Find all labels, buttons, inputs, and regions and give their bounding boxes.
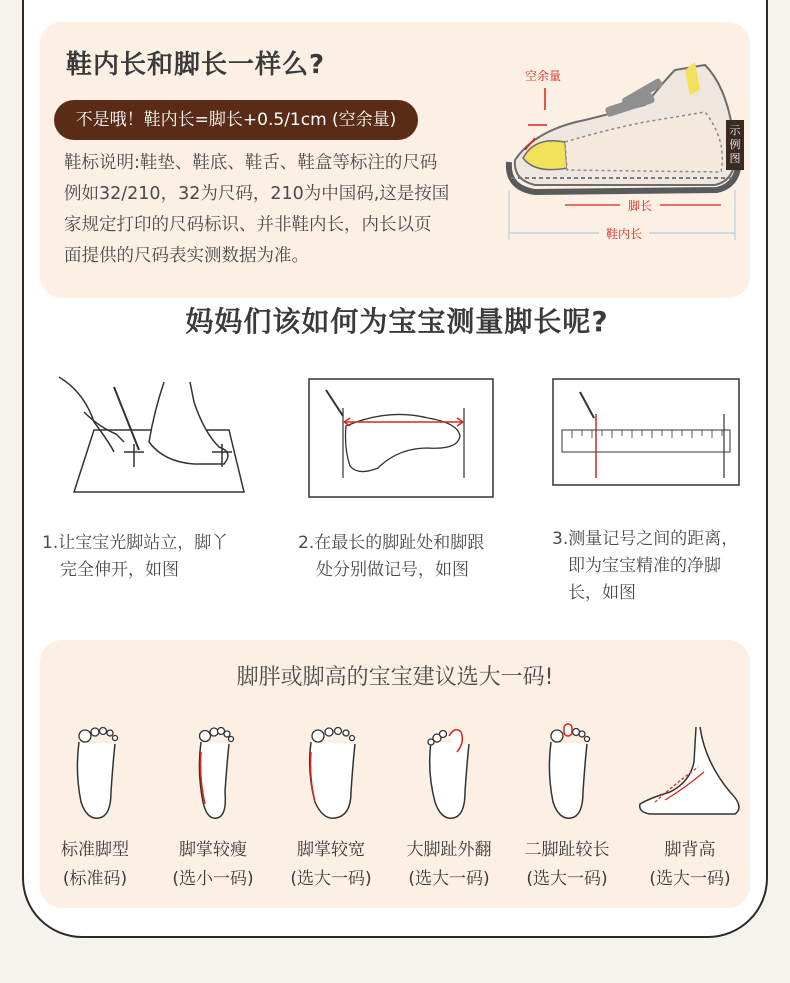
bunion-foot-icon [419, 722, 479, 822]
foot-type-advice: (选大一码) [408, 869, 490, 889]
foot-type-item [276, 722, 386, 894]
step-line: 长，如图 [568, 583, 636, 603]
foot-type-name: 脚背高 [664, 840, 716, 860]
step-line: 即为宝宝精准的净脚 [568, 556, 721, 576]
section2-title: 妈妈们该如何为宝宝测量脚长呢? [185, 305, 609, 338]
foot-type-item [40, 722, 150, 894]
foot-type-name: 脚掌较宽 [297, 840, 365, 860]
standard-foot-icon [65, 722, 125, 822]
label-inner-length: 鞋内长 [605, 227, 643, 241]
step-line: 2.在最长的脚趾处和脚跟 [298, 533, 485, 553]
size-label-description [64, 148, 474, 272]
step-line: 3.测量记号之间的距离， [552, 529, 739, 549]
foot-type-name: 脚掌较瘦 [179, 840, 247, 860]
step-line: 完全伸开，如图 [60, 560, 179, 580]
foot-type-advice: (选大一码) [290, 869, 372, 889]
foot-type-item [394, 722, 504, 894]
step3-illustration [552, 378, 740, 486]
section3-title: 脚胖或脚高的宝宝建议选大一码! [236, 665, 554, 690]
foot-type-item [630, 722, 750, 894]
step-line: 处分别做记号，如图 [316, 560, 469, 580]
shoe-cross-section-diagram [495, 50, 745, 250]
foot-type-name: 二脚趾较长 [524, 840, 610, 860]
formula-pill: 不是哦！鞋内长=脚长+0.5/1cm (空余量) [54, 100, 418, 140]
description-line: 面提供的尺码表实测数据为准。 [64, 246, 309, 266]
foot-type-item [158, 722, 268, 894]
section1-title: 鞋内长和脚长一样么? [66, 50, 326, 80]
high-instep-icon [630, 722, 750, 822]
step-line: 1.让宝宝光脚站立，脚丫 [42, 533, 229, 553]
description-line: 家规定打印的尺码标识、并非鞋内长，内长以页 [64, 215, 432, 235]
description-line: 鞋标说明:鞋垫、鞋底、鞋舌、鞋盒等标注的尺码 [64, 153, 438, 173]
foot-type-panel [40, 640, 750, 908]
foot-type-name: 标准脚型 [61, 840, 129, 860]
description-line: 例如32/210，32为尺码，210为中国码,这是按国 [64, 184, 450, 204]
foot-type-advice: (选小一码) [172, 869, 254, 889]
foot-type-item [512, 722, 622, 894]
foot-type-name: 大脚趾外翻 [406, 840, 492, 860]
foot-type-advice: (选大一码) [526, 869, 608, 889]
step1-text [42, 530, 252, 584]
long-second-toe-icon [537, 722, 597, 822]
shoe-length-panel [40, 22, 750, 298]
label-space: 空余量 [525, 69, 562, 83]
wide-foot-icon [301, 722, 361, 822]
foot-type-advice: (标准码) [62, 869, 128, 889]
step3-text [552, 526, 762, 607]
label-foot-length: 脚长 [627, 199, 653, 213]
step1-illustration [54, 372, 254, 500]
content-card [22, 0, 768, 938]
step2-illustration [308, 378, 494, 498]
slim-foot-icon [183, 722, 243, 822]
sample-image-tag: 示例图 [726, 120, 744, 170]
step2-text [298, 530, 518, 584]
foot-type-advice: (选大一码) [649, 869, 731, 889]
